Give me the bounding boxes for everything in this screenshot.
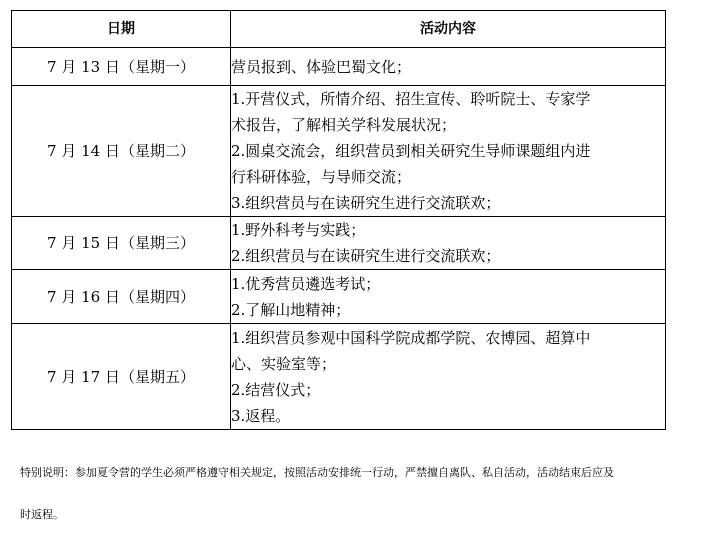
content-cell — [231, 217, 666, 270]
content-line: 2.了解山地精神； — [231, 300, 351, 319]
content-cell — [231, 270, 666, 324]
content-line: 2.圆桌交流会，组织营员到相关研究生导师课题组内进 — [231, 142, 591, 160]
header-content: 活动内容 — [231, 11, 666, 48]
content-line: 心、实验室等； — [231, 354, 337, 373]
table-row — [12, 217, 666, 270]
special-note-line-2: 时返程。 — [20, 508, 64, 521]
content-line: 3.组织营员与在读研究生进行交流联欢； — [231, 194, 501, 212]
date-cell: 7 月 14 日（星期二） — [12, 86, 231, 217]
date-cell: 7 月 15 日（星期三） — [12, 217, 231, 270]
table-row — [12, 48, 666, 86]
content-line: 3.返程。 — [231, 406, 291, 425]
table-header-row — [12, 11, 666, 48]
content-line: 1.开营仪式，所情介绍、招生宣传、聆听院士、专家学 — [231, 90, 591, 108]
date-cell: 7 月 16 日（星期四） — [12, 270, 231, 324]
content-line: 1.优秀营员遴选考试； — [231, 274, 381, 293]
content-line: 2.组织营员与在读研究生进行交流联欢； — [231, 247, 501, 265]
schedule-table — [11, 10, 666, 430]
content-line: 2.结营仪式； — [231, 380, 321, 399]
table-row — [12, 324, 666, 430]
content-cell — [231, 86, 666, 217]
content-line: 行科研体验，与导师交流； — [231, 168, 412, 186]
content-line: 术报告，了解相关学科发展状况； — [231, 116, 457, 134]
date-cell: 7 月 17 日（星期五） — [12, 324, 231, 430]
content-line: 营员报到、体验巴蜀文化； — [231, 57, 412, 76]
date-cell: 7 月 13 日（星期一） — [12, 48, 231, 86]
table-row — [12, 270, 666, 324]
content-line: 1.组织营员参观中国科学院成都学院、农博园、超算中 — [231, 328, 591, 347]
special-note-line-1: 特别说明：参加夏令营的学生必须严格遵守相关规定，按照活动安排统一行动，严禁擅自离队、私自活动，活动结束后应及 — [20, 466, 614, 479]
content-line: 1.野外科考与实践； — [231, 221, 366, 239]
content-cell — [231, 324, 666, 430]
header-date: 日期 — [12, 11, 231, 48]
table-row — [12, 86, 666, 217]
content-cell — [231, 48, 666, 86]
